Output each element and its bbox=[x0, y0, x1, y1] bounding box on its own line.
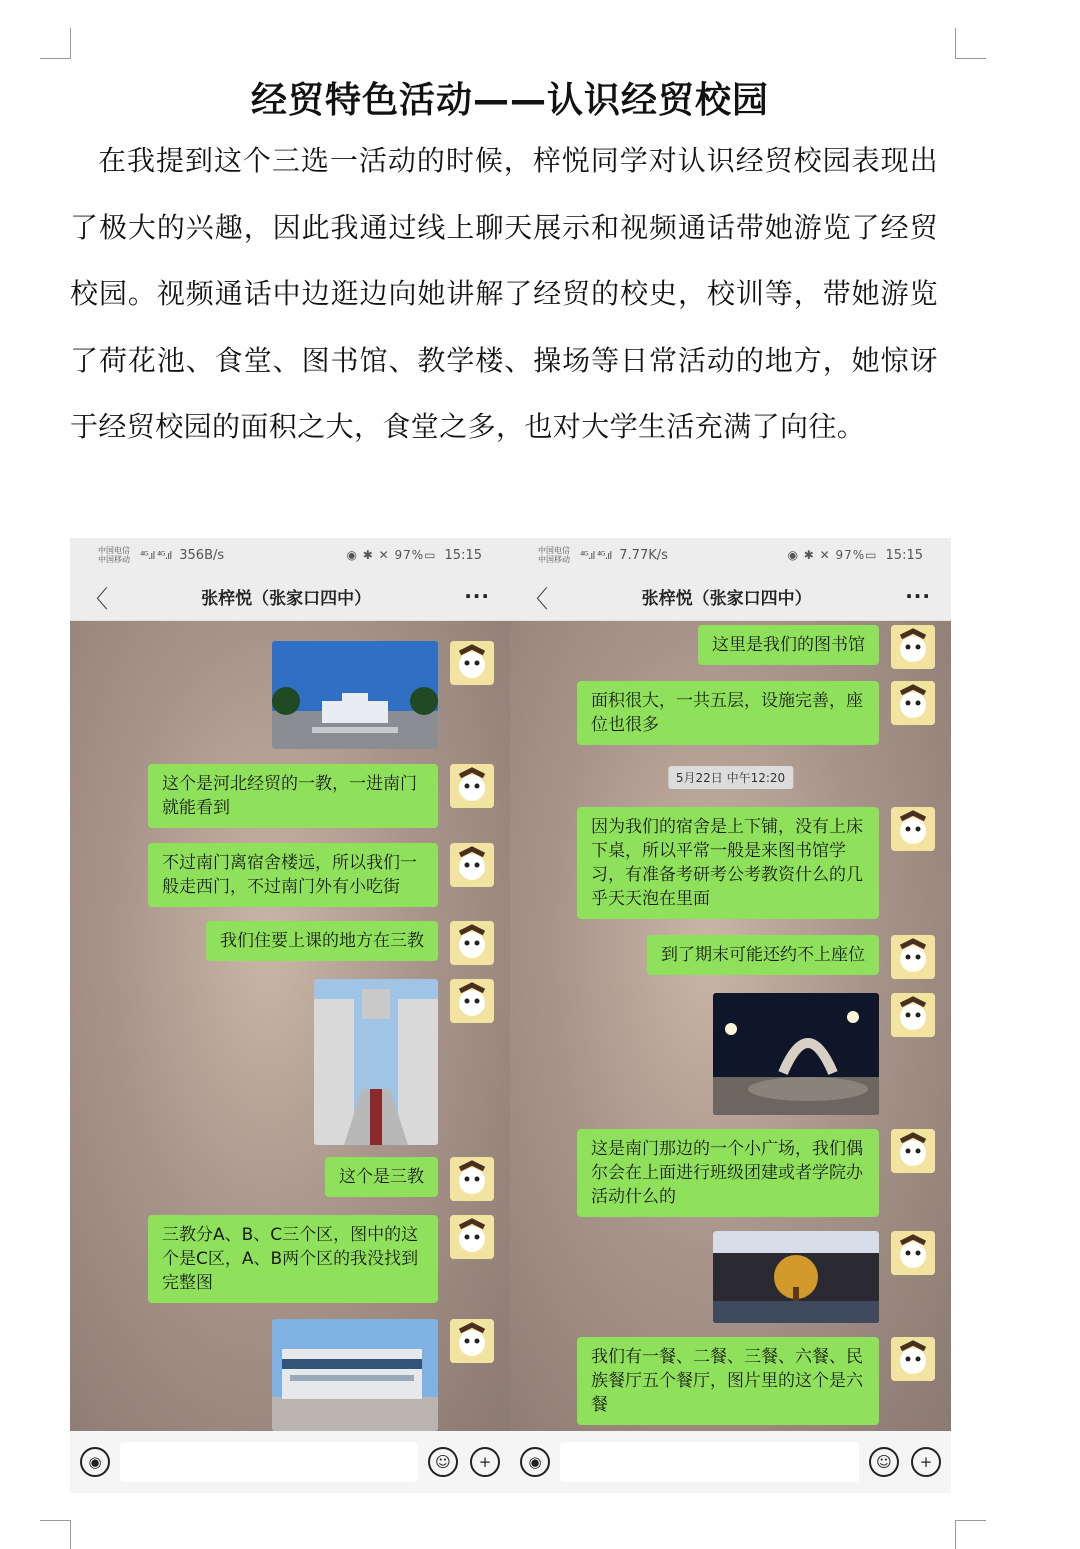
avatar[interactable] bbox=[891, 993, 935, 1037]
campus-photo-canteen[interactable] bbox=[713, 1231, 879, 1323]
crop-mark-top-left bbox=[40, 28, 71, 59]
message-row bbox=[148, 764, 494, 828]
avatar[interactable] bbox=[891, 681, 935, 725]
message-input[interactable] bbox=[120, 1442, 418, 1482]
avatar[interactable] bbox=[450, 764, 494, 808]
voice-icon[interactable]: ◉ bbox=[80, 1447, 110, 1477]
plus-icon[interactable]: + bbox=[470, 1447, 500, 1477]
avatar[interactable] bbox=[450, 979, 494, 1023]
carrier-label: 中国电信 中国移动 bbox=[538, 546, 570, 564]
crop-mark-top-right bbox=[955, 28, 986, 59]
avatar[interactable] bbox=[891, 807, 935, 851]
input-bar bbox=[70, 1431, 510, 1493]
message-bubble[interactable]: 我们住要上课的地方在三教 bbox=[206, 921, 438, 961]
chevron-left-icon[interactable]: 〈 bbox=[524, 584, 548, 613]
message-bubble[interactable]: 这里是我们的图书馆 bbox=[698, 625, 879, 665]
message-timestamp: 5月22日 中午12:20 bbox=[668, 766, 793, 789]
chat-screenshot-left bbox=[70, 538, 510, 1493]
message-bubble[interactable]: 到了期末可能还约不上座位 bbox=[647, 935, 879, 975]
image-message[interactable] bbox=[314, 979, 494, 1145]
emoji-icon[interactable]: ☺ bbox=[869, 1447, 899, 1477]
status-icons: ◉ ✱ ✕ 97%▭ bbox=[787, 548, 878, 562]
image-message[interactable] bbox=[272, 1319, 494, 1431]
message-bubble[interactable]: 这是南门那边的一个小广场，我们偶尔会在上面进行班级团建或者学院办活动什么的 bbox=[577, 1129, 879, 1217]
message-row bbox=[148, 1215, 494, 1303]
chat-title: 张梓悦（张家口四中） bbox=[641, 588, 812, 609]
message-row bbox=[577, 807, 935, 919]
message-row bbox=[577, 1337, 935, 1425]
signal-icon: ⁴ᴳ.ıl ⁴ᴳ.ıl bbox=[580, 548, 612, 562]
campus-photo-plaza[interactable] bbox=[713, 993, 879, 1115]
avatar[interactable] bbox=[891, 1231, 935, 1275]
message-bubble[interactable]: 面积很大，一共五层，设施完善，座位也很多 bbox=[577, 681, 879, 745]
emoji-icon[interactable]: ☺ bbox=[428, 1447, 458, 1477]
message-bubble[interactable]: 不过南门离宿舍楼远，所以我们一般走西门，不过南门外有小吃街 bbox=[148, 843, 438, 907]
message-row bbox=[647, 935, 935, 979]
more-icon[interactable]: ··· bbox=[905, 584, 931, 608]
crop-mark-bottom-left bbox=[40, 1520, 71, 1549]
message-row bbox=[148, 843, 494, 907]
message-row bbox=[206, 921, 494, 965]
message-bubble[interactable]: 这个是三教 bbox=[325, 1157, 438, 1197]
message-bubble[interactable]: 三教分A、B、C三个区，图中的这个是C区，A、B两个区的我没找到完整图 bbox=[148, 1215, 438, 1303]
chat-area[interactable] bbox=[510, 621, 951, 1431]
avatar[interactable] bbox=[891, 625, 935, 669]
network-speed: 7.77K/s bbox=[619, 547, 668, 563]
chat-header bbox=[70, 572, 510, 621]
chat-screenshot-right bbox=[510, 538, 951, 1493]
network-speed: 356B/s bbox=[179, 547, 225, 563]
carrier-label: 中国电信 中国移动 bbox=[98, 546, 130, 564]
chevron-left-icon[interactable]: 〈 bbox=[84, 584, 108, 613]
status-time: 15:15 bbox=[885, 547, 923, 563]
campus-photo-building[interactable] bbox=[272, 641, 438, 749]
avatar[interactable] bbox=[450, 1157, 494, 1201]
message-bubble[interactable]: 我们有一餐、二餐、三餐、六餐、民族餐厅五个餐厅，图片里的这个是六餐 bbox=[577, 1337, 879, 1425]
message-row bbox=[577, 681, 935, 745]
status-bar bbox=[510, 538, 951, 572]
avatar[interactable] bbox=[450, 641, 494, 685]
campus-photo-stairs[interactable] bbox=[314, 979, 438, 1145]
message-row bbox=[577, 1129, 935, 1217]
plus-icon[interactable]: + bbox=[911, 1447, 941, 1477]
avatar[interactable] bbox=[891, 935, 935, 979]
message-bubble[interactable]: 因为我们的宿舍是上下铺，没有上床下桌，所以平常一般是来图书馆学习，有准备考研考公考教资什么的几乎天天泡在里面 bbox=[577, 807, 879, 919]
document-title: 经贸特色活动——认识经贸校园 bbox=[250, 80, 769, 121]
signal-icon: ⁴ᴳ.ıl ⁴ᴳ.ıl bbox=[140, 548, 172, 562]
voice-icon[interactable]: ◉ bbox=[520, 1447, 550, 1477]
status-time: 15:15 bbox=[444, 547, 482, 563]
message-input[interactable] bbox=[560, 1442, 859, 1482]
image-message[interactable] bbox=[713, 1231, 935, 1323]
avatar[interactable] bbox=[891, 1337, 935, 1381]
chat-header bbox=[510, 572, 951, 621]
chat-area[interactable] bbox=[70, 621, 510, 1431]
input-bar bbox=[510, 1431, 951, 1493]
document-paragraph: 在我提到这个三选一活动的时候，梓悦同学对认识经贸校园表现出了极大的兴趣，因此我通过线上聊天展示和视频通话带她游览了经贸校园。视频通话中边逛边向她讲解了经贸的校史，校训等，带她游览了荷花池、食堂、图书馆、教学楼、操场等日常活动的地方，她惊讶于经贸校园的面积之大，食堂之多，也对大学生活充满了向往。 bbox=[70, 144, 938, 443]
avatar[interactable] bbox=[450, 921, 494, 965]
image-message[interactable] bbox=[713, 993, 935, 1115]
avatar[interactable] bbox=[450, 1215, 494, 1259]
message-row bbox=[325, 1157, 494, 1201]
message-bubble[interactable]: 这个是河北经贸的一教，一进南门就能看到 bbox=[148, 764, 438, 828]
avatar[interactable] bbox=[891, 1129, 935, 1173]
status-bar bbox=[70, 538, 510, 572]
status-icons: ◉ ✱ ✕ 97%▭ bbox=[346, 548, 437, 562]
image-message[interactable] bbox=[272, 641, 494, 749]
more-icon[interactable]: ··· bbox=[464, 584, 490, 608]
crop-mark-bottom-right bbox=[955, 1520, 986, 1549]
message-row bbox=[698, 625, 935, 669]
chat-title: 张梓悦（张家口四中） bbox=[201, 588, 372, 609]
avatar[interactable] bbox=[450, 843, 494, 887]
avatar[interactable] bbox=[450, 1319, 494, 1363]
campus-photo-gym[interactable] bbox=[272, 1319, 438, 1431]
